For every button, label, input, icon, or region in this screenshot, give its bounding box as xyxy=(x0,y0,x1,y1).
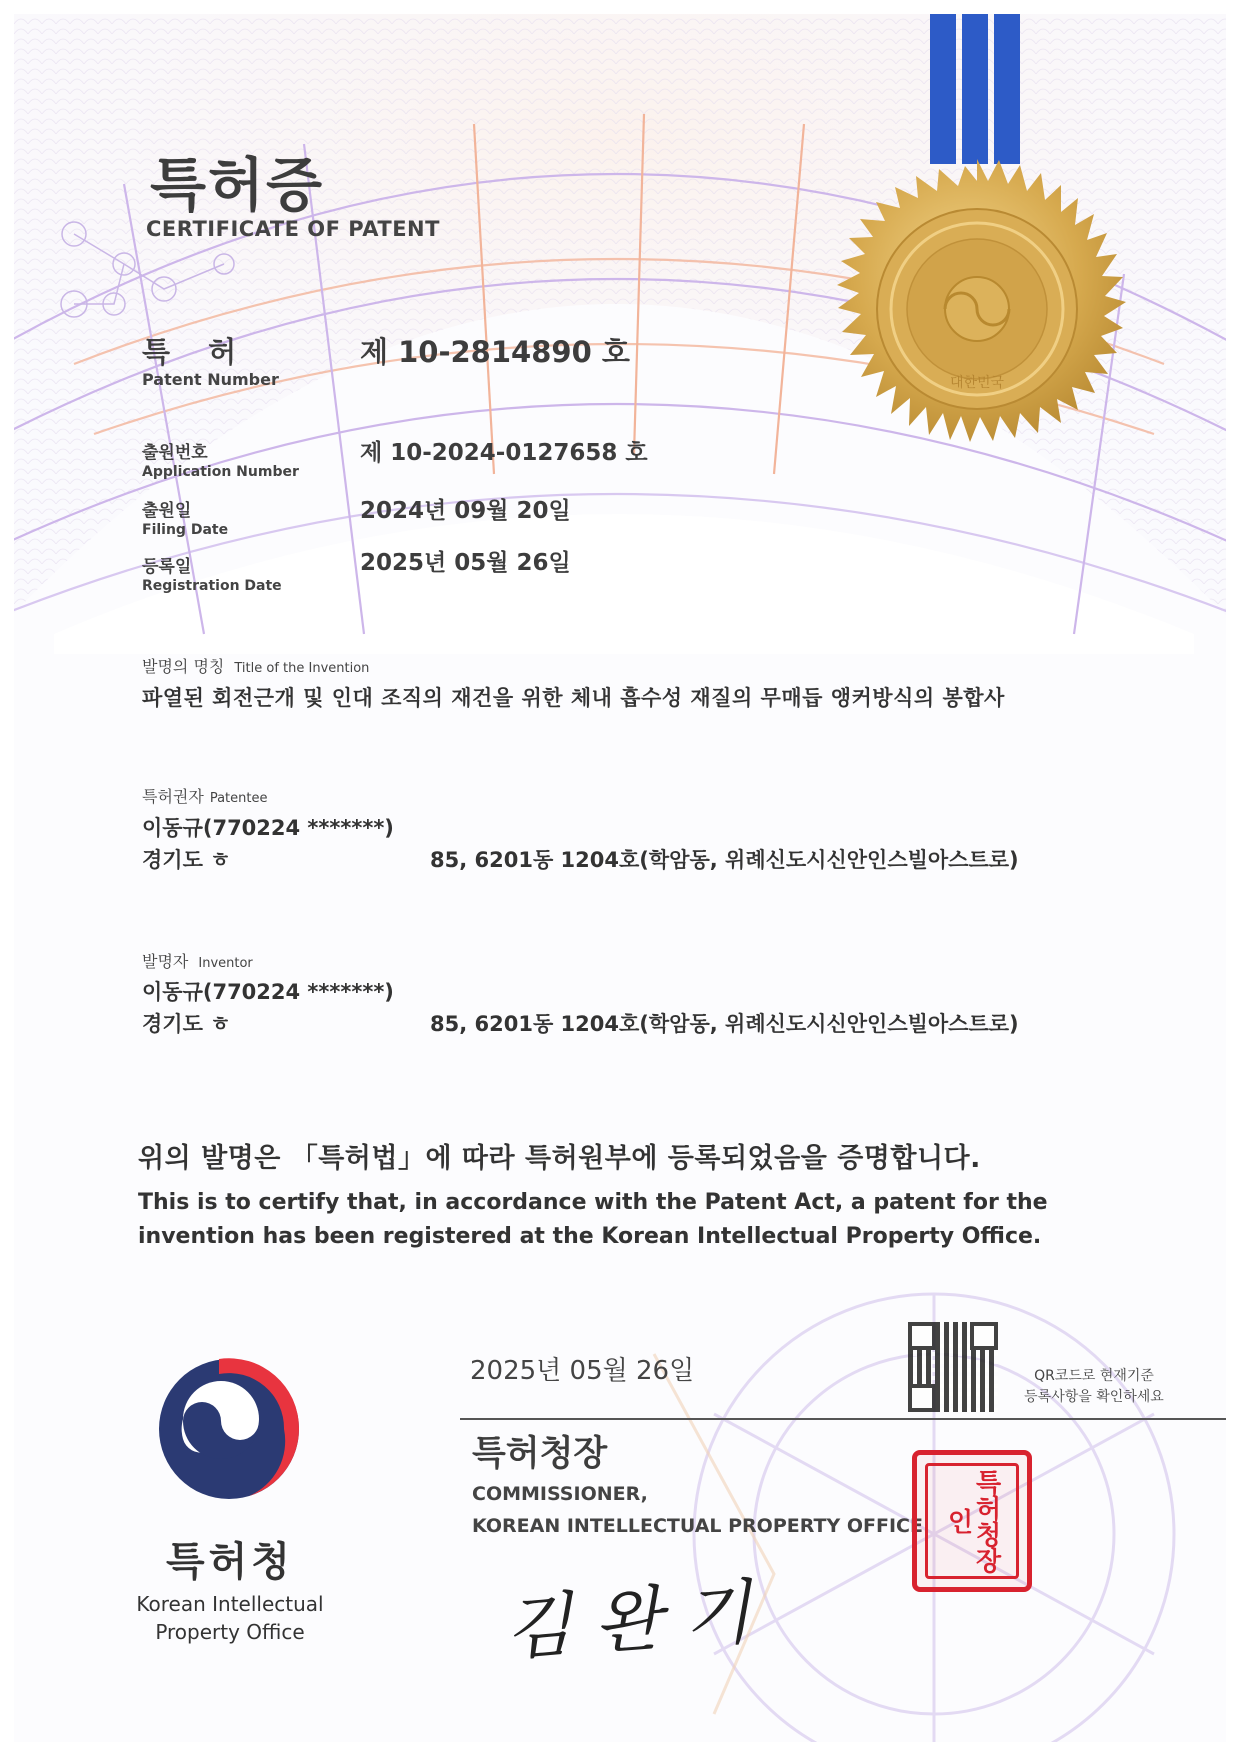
filing-date-label: 출원일 xyxy=(142,501,192,521)
qr-note-line-1: QR코드로 현재기준 xyxy=(1034,1368,1154,1384)
commissioner-title-en-1: COMMISSIONER, xyxy=(472,1483,648,1505)
invention-title-label-en: Title of the Invention xyxy=(234,661,370,676)
patent-number-value: 제 10-2814890 호 xyxy=(360,335,630,369)
ribbon-decoration xyxy=(930,14,1026,164)
filing-date-label-en: Filing Date xyxy=(142,522,229,538)
document-title: 특허증 xyxy=(150,151,325,219)
kipo-name-en-1: Korean Intellectual xyxy=(136,1592,324,1616)
inventor-address: 85, 6201동 1204호(학암동, 위례신도시신안인스빌아스트로) xyxy=(430,1012,1019,1034)
inventor-label: 발명자 xyxy=(142,952,189,971)
qr-code[interactable] xyxy=(908,1322,998,1412)
certification-statement-en-2: invention has been registered at the Korean Intellectual Property Office. xyxy=(138,1224,1042,1249)
inventor-address-row xyxy=(134,1004,1094,1034)
registration-date-label-en: Registration Date xyxy=(142,578,282,594)
patent-number-label-en: Patent Number xyxy=(142,370,279,389)
qr-note-line-2: 등록사항을 확인하세요 xyxy=(1024,1389,1164,1405)
certification-statement-en-1: This is to certify that, in accordance with the Patent Act, a patent for the xyxy=(138,1190,1048,1215)
commissioner-signature: 김완기 xyxy=(501,1569,776,1671)
inventor-address-prefix: 경기도 ㅎ xyxy=(142,1012,231,1034)
patentee-address-prefix: 경기도 ㅎ xyxy=(142,848,231,872)
patentee-name: 이동규(770224 *******) xyxy=(142,816,394,840)
signature-divider xyxy=(460,1418,1226,1420)
patentee-label-en: Patentee xyxy=(209,791,268,806)
kipo-name-ko: 특허청 xyxy=(166,1539,294,1585)
filing-date-value: 2024년 09월 20일 xyxy=(360,498,571,524)
kipo-logo-icon xyxy=(154,1354,304,1504)
gold-seal-icon xyxy=(822,154,1132,464)
application-number-label: 출원번호 xyxy=(142,443,208,463)
stamp-text: 특허청장인 xyxy=(943,1469,1001,1573)
certification-statement-ko: 위의 발명은 「특허법」에 따라 특허원부에 등록되었음을 증명합니다. xyxy=(138,1143,981,1174)
invention-title: 파열된 회전근개 및 인대 조직의 재건을 위한 체내 흡수성 재질의 무매듭 앵커방식의 봉합사 xyxy=(142,686,1005,710)
qr-note xyxy=(1004,1366,1184,1408)
inventor-label-row xyxy=(142,949,253,972)
patentee-label-row xyxy=(142,784,267,807)
patent-number-label: 특 허 xyxy=(142,335,251,369)
svg-text:대한민국: 대한민국 xyxy=(949,375,1005,391)
patentee-label: 특허권자 xyxy=(142,787,204,806)
inventor-name: 이동규(770224 *******) xyxy=(142,980,394,1004)
patentee-address: 85, 6201동 1204호(학암동, 위례신도시신안인스빌아스트로) xyxy=(430,848,1019,872)
commissioner-title-en-2: KOREAN INTELLECTUAL PROPERTY OFFICE xyxy=(472,1515,923,1537)
invention-title-label-row xyxy=(142,654,369,677)
application-number-value: 제 10-2024-0127658 호 xyxy=(360,440,648,466)
registration-date-label: 등록일 xyxy=(142,557,192,577)
kipo-name-en-2: Property Office xyxy=(155,1620,305,1644)
application-number-label-en: Application Number xyxy=(142,464,299,480)
registration-date-value: 2025년 05월 26일 xyxy=(360,550,571,576)
document-title-en: CERTIFICATE OF PATENT xyxy=(146,217,440,241)
commissioner-title-ko: 특허청장 xyxy=(472,1434,608,1474)
certificate-page xyxy=(14,14,1226,1742)
invention-title-label: 발명의 명칭 xyxy=(142,657,225,676)
issue-date: 2025년 05월 26일 xyxy=(470,1356,695,1386)
official-stamp-icon xyxy=(912,1450,1032,1592)
inventor-label-en: Inventor xyxy=(198,956,253,971)
